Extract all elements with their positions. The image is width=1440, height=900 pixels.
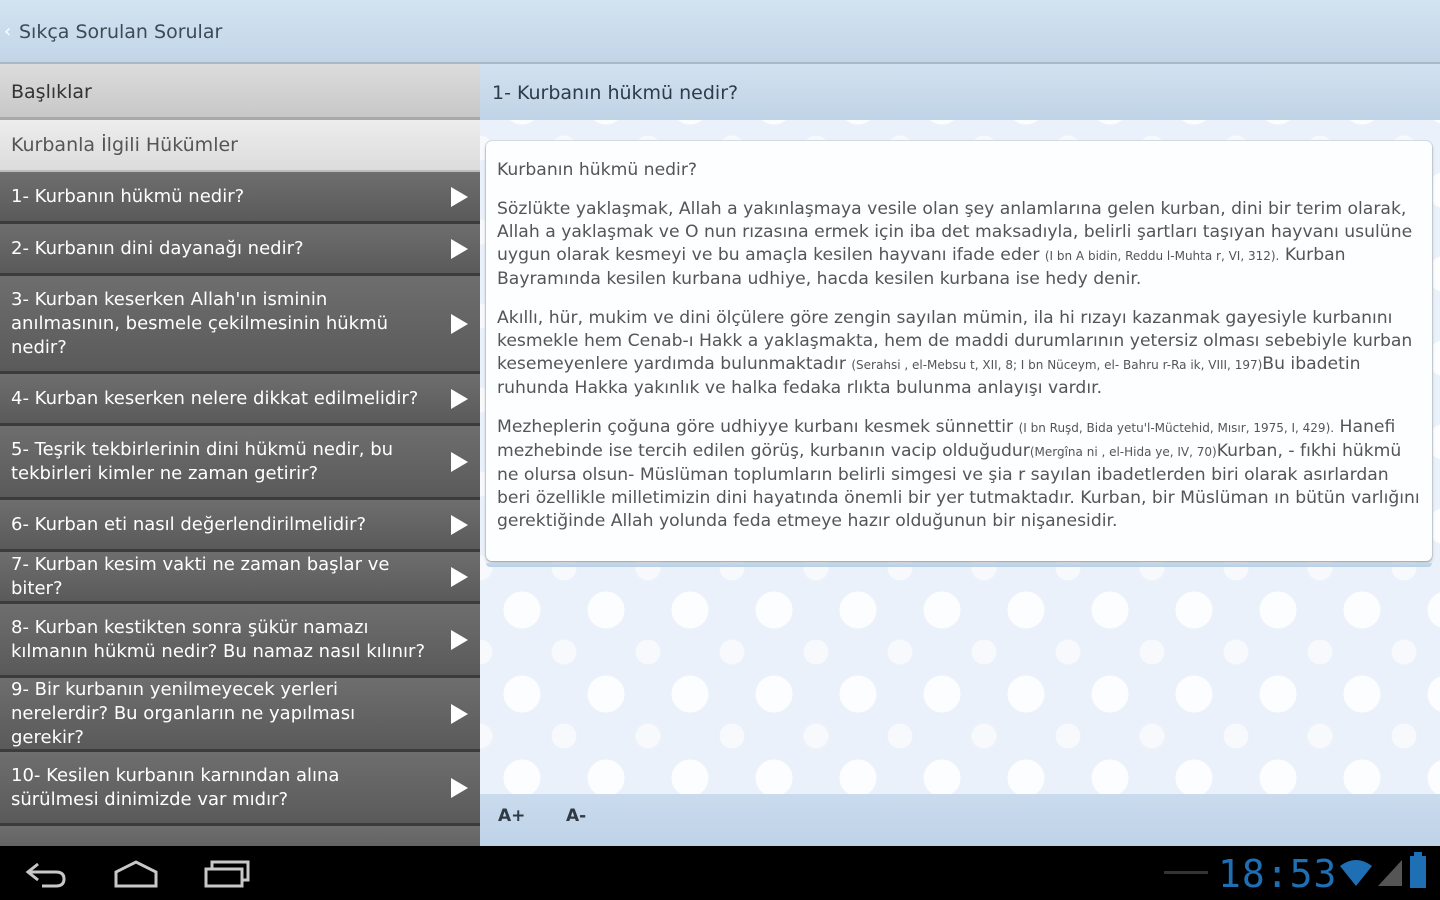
chevron-right-icon: [451, 704, 468, 724]
card-divider: [486, 563, 1432, 567]
reference: (I bn A bidin, Reddu l-Muhta r, VI, 312).: [1044, 249, 1280, 263]
list-item-label: 10- Kesilen kurbanın karnından alına sürülmesi dinimizde var mıdır?: [11, 764, 340, 810]
chevron-right-icon: [451, 515, 468, 535]
list-item-label: 5- Teşrik tekbirlerinin dini hükmü nedir, bu tekbirleri kimler ne zaman getirir?: [11, 438, 394, 484]
page-title[interactable]: Sıkça Sorulan Sorular: [19, 21, 223, 43]
chevron-right-icon: [451, 314, 468, 334]
list-item-label: 3- Kurban keserken Allah'ın isminin anılmasının, besmele çekilmesinin hükmü nedir?: [11, 288, 389, 358]
list-item-label: 9- Bir kurbanın yenilmeyecek yerleri nerelerdir? Bu organların ne yapılması gerekir?: [11, 678, 356, 748]
system-nav-bar: [0, 846, 1440, 900]
answer-paragraph-3: Mezheplerin çoğuna göre udhiyye kurbanı kesmek sünnettir (I bn Ruşd, Bida yetu'l-Müctehid, Mısır, 1975, I, 429). Hanefi mezhebinde ise tercih edilen görüş, kurbanın vacip olduğudur(Mergîna ni , el-Hida ye, IV, 70)Kurban, - fıkhi hükmü ne olursa olsun- Müslüman toplumların belirli simgesi ve şia r sayılan ibadetlerden biri olarak asırlardan beri özellikle milletimizin dini hayatında önemli bir yer tutmaktadır. Kurban, bir Müslüman ın bütün varlığını gerektiğinde Allah yolunda feda etmeye hazır olduğunun bir nişanesidir.: [497, 417, 1420, 531]
answer-paragraph-2: Akıllı, hür, mukim ve dini ölçülere göre zengin sayılan mümin, ila hi rızayı kazanmak gayesiyle kurbanını kesmekle hem Cenab-ı Hakk a yaklaşmakta, hem de maddi durumlarının yetersiz olması sebebiyle kurban kesemeyenlere yardımda bulunmaktadır (Serahsi , el-Mebsu t, XII, 8; I bn Nüceym, el- Bahru r-Ra ik, VIII, 197)Bu ibadetin ruhunda Hakka yakınlık ve halka fedaka rlıkta bulunma anlayışı vardır.: [497, 308, 1413, 398]
list-item-label: 6- Kurban eti nasıl değerlendirilmelidir?: [11, 513, 367, 535]
font-decrease-button[interactable]: A-: [566, 806, 587, 826]
list-item[interactable]: [0, 678, 480, 752]
action-bar: [0, 0, 1440, 64]
recent-apps-icon[interactable]: [204, 860, 252, 888]
list-item[interactable]: [0, 500, 480, 552]
answer-question: Kurbanın hükmü nedir?: [497, 160, 698, 180]
reference: (I bn Ruşd, Bida yetu'l-Müctehid, Mısır, 1975, I, 429).: [1018, 421, 1335, 435]
chevron-right-icon: [451, 452, 468, 472]
list-item-label: 1- Kurbanın hükmü nedir?: [11, 185, 245, 207]
home-icon[interactable]: [112, 858, 160, 890]
chevron-right-icon: [451, 778, 468, 798]
signal-icon: [1376, 856, 1404, 888]
detail-title: 1- Kurbanın hükmü nedir?: [480, 64, 1440, 120]
list-item[interactable]: [0, 276, 480, 374]
list-item-label: 7- Kurban kesim vakti ne zaman başlar ve biter?: [11, 553, 390, 599]
chevron-right-icon: [451, 567, 468, 587]
font-size-bar: [480, 794, 1440, 846]
detail-pane: [480, 64, 1440, 846]
font-increase-button[interactable]: A+: [498, 806, 526, 826]
answer-paragraph-1: Sözlükte yaklaşmak, Allah a yakınlaşmaya vesile olan şey anlamlarına gelen kurban, dini bir terim olarak, Allah a yaklaşmak ve O nun rızasına ermek için iba det maksadıyla, belirli şartları taşıyan hayvanı usulüne uygun olarak kesmeyi ve bu amaçla kesilen hayvanı ifade eder (I bn A bidin, Reddu l-Muhta r, VI, 312). Kurban Bayramında kesilen kurbana udhiye, hacda kesilen kurbana ise hedy denir.: [497, 199, 1413, 289]
chevron-right-icon: [451, 630, 468, 650]
reference: (Serahsi , el-Mebsu t, XII, 8; I bn Nüceym, el- Bahru r-Ra ik, VIII, 197): [851, 358, 1263, 372]
list-item-label: 8- Kurban kestikten sonra şükür namazı kılmanın hükmü nedir? Bu namaz nasıl kılınır?: [11, 616, 425, 662]
wifi-icon: [1338, 856, 1374, 888]
chevron-right-icon: [451, 187, 468, 207]
list-item[interactable]: [0, 752, 480, 826]
list-header: Başlıklar: [0, 64, 480, 120]
list-item[interactable]: [0, 604, 480, 678]
topics-list-pane: [0, 64, 480, 846]
list-item[interactable]: [0, 172, 480, 224]
list-item-partial[interactable]: [0, 826, 480, 846]
list-item[interactable]: [0, 552, 480, 604]
list-item-label: 2- Kurbanın dini dayanağı nedir?: [11, 237, 304, 259]
reference: (Mergîna ni , el-Hida ye, IV, 70): [1029, 445, 1217, 459]
list-item[interactable]: [0, 224, 480, 276]
back-icon[interactable]: ‹: [4, 21, 12, 42]
list-item[interactable]: [0, 374, 480, 426]
back-nav-icon[interactable]: [24, 860, 68, 888]
battery-icon: [1408, 852, 1428, 890]
answer-card: [486, 141, 1432, 561]
list-item-label: 4- Kurban keserken nelere dikkat edilmelidir?: [11, 387, 419, 409]
status-clock: 18:53: [1218, 852, 1338, 896]
section-header: Kurbanla İlgili Hükümler: [0, 120, 480, 172]
chevron-right-icon: [451, 239, 468, 259]
list-item[interactable]: [0, 426, 480, 500]
chevron-right-icon: [451, 389, 468, 409]
notification-handle-icon: [1164, 870, 1208, 876]
